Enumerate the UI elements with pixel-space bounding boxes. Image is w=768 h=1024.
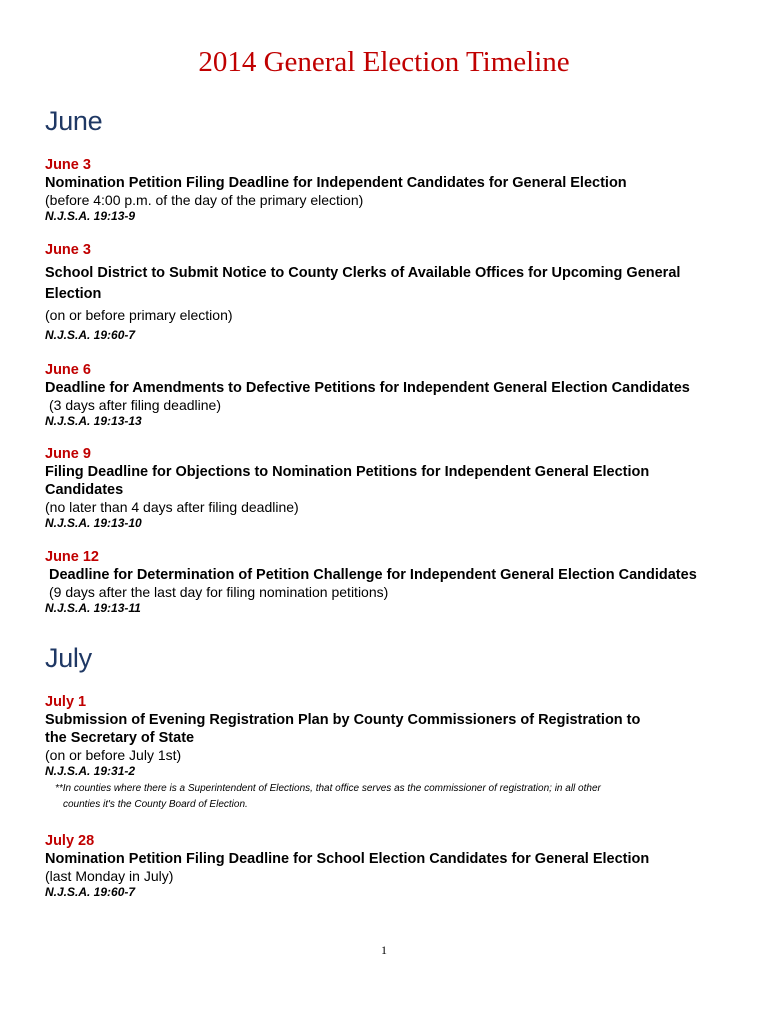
timeline-entry — [45, 241, 735, 343]
entry-date: July 1 — [45, 694, 87, 710]
entry-citation: N.J.S.A. 19:13-13 — [45, 414, 142, 428]
entry-note: (on or before primary election) — [45, 307, 233, 323]
page-number: 1 — [381, 943, 387, 957]
entry-heading-line: the Secretary of State — [45, 730, 195, 746]
entry-date: July 28 — [45, 833, 95, 849]
entry-heading: School District to Submit Notice to County Clerks of Available Offices for Upcoming General Election — [45, 265, 681, 302]
entry-citation: N.J.S.A. 19:60-7 — [45, 885, 136, 899]
entry-date: June 6 — [45, 362, 91, 378]
entry-heading: Nomination Petition Filing Deadline for School Election Candidates for General Election — [45, 851, 650, 867]
entry-heading-line: Submission of Evening Registration Plan by County Commissioners of Registration to — [45, 712, 641, 728]
entry-note: (on or before July 1st) — [45, 747, 182, 763]
entry-heading — [45, 711, 735, 747]
entry-note: (no later than 4 days after filing deadline) — [45, 499, 299, 515]
footnote-line: **In counties where there is a Superintendent of Elections, that office serves as the commissioner of registration; in all other — [55, 783, 601, 794]
timeline-entry — [45, 548, 735, 616]
entry-heading: Filing Deadline for Objections to Nomination Petitions for Independent General Election Candidates — [45, 464, 650, 498]
entry-citation: N.J.S.A. 19:60-7 — [45, 328, 136, 342]
month-heading-june: June — [45, 106, 103, 136]
footnote — [45, 781, 695, 813]
entry-date: June 3 — [45, 157, 91, 173]
entry-note: (before 4:00 p.m. of the day of the primary election) — [45, 192, 364, 208]
entry-heading: Nomination Petition Filing Deadline for Independent Candidates for General Election — [45, 175, 627, 191]
entry-date: June 9 — [45, 446, 91, 462]
timeline-entry — [45, 156, 735, 224]
entry-citation: N.J.S.A. 19:13-11 — [45, 601, 141, 615]
entry-date: June 12 — [45, 549, 99, 565]
entry-note: (9 days after the last day for filing nomination petitions) — [49, 584, 389, 600]
entry-citation: N.J.S.A. 19:13-10 — [45, 516, 142, 530]
entry-citation: N.J.S.A. 19:31-2 — [45, 764, 136, 778]
entry-date: June 3 — [45, 242, 91, 258]
timeline-entry — [45, 361, 735, 429]
entry-heading: Deadline for Determination of Petition Challenge for Independent General Election Candidates — [49, 567, 697, 583]
entry-heading: Deadline for Amendments to Defective Petitions for Independent General Election Candidates — [45, 380, 690, 396]
page-title: 2014 General Election Timeline — [198, 46, 570, 78]
timeline-entry — [45, 693, 735, 813]
entry-note: (last Monday in July) — [45, 868, 174, 884]
month-heading-july: July — [45, 643, 92, 673]
entry-citation: N.J.S.A. 19:13-9 — [45, 209, 136, 223]
entry-note: (3 days after filing deadline) — [49, 397, 221, 413]
footnote-line: counties it's the County Board of Election. — [63, 799, 248, 810]
timeline-entry — [45, 445, 735, 531]
timeline-entry — [45, 832, 735, 900]
